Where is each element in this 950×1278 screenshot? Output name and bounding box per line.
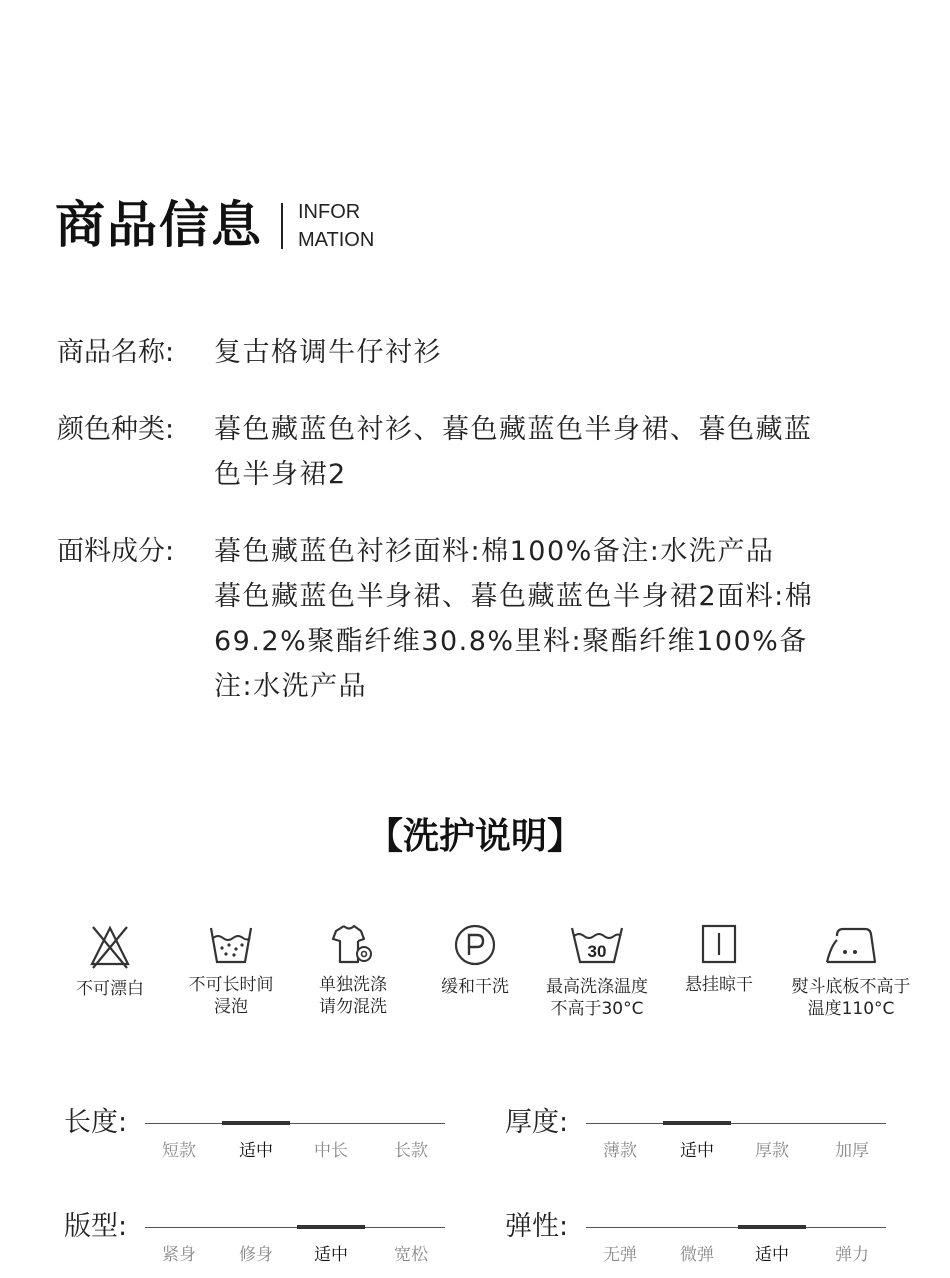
- care-item-wash-30: [532, 922, 662, 1020]
- color-value: [214, 407, 884, 497]
- title-en-line-1: INFOR: [298, 201, 361, 223]
- scale-option: 加厚: [835, 1141, 869, 1161]
- scale-label-thickness: 厚度:: [505, 1107, 569, 1138]
- wash-30-icon: [569, 922, 625, 968]
- color-label: 颜色种类:: [57, 414, 175, 445]
- scale-option: 弹力: [835, 1245, 869, 1265]
- scale-option-selected: 适中: [680, 1141, 714, 1161]
- no-bleach-icon: [88, 922, 132, 970]
- fabric-line: 暮色藏蓝色半身裙、暮色藏蓝色半身裙2面料:棉: [214, 581, 814, 612]
- fabric-label: 面料成分:: [57, 536, 175, 567]
- scale-label-length: 长度:: [64, 1107, 128, 1138]
- scale-option-selected: 适中: [314, 1245, 348, 1265]
- care-label: 最高洗涤温度 不高于30°C: [546, 977, 648, 1019]
- fabric-value: [214, 529, 884, 709]
- scale-indicator: [738, 1225, 806, 1229]
- title-en-line-2: MATION: [298, 229, 375, 251]
- scale-label-fit: 版型:: [64, 1211, 128, 1242]
- scale-option: 长款: [394, 1141, 428, 1161]
- name-value: 复古格调牛仔衬衫: [214, 337, 442, 368]
- wash-separately-icon: [330, 922, 376, 966]
- care-label: 悬挂晾干: [685, 975, 753, 995]
- care-item-hang-dry: [654, 922, 784, 996]
- scale-option: 宽松: [394, 1245, 428, 1265]
- scale-track: [586, 1123, 886, 1124]
- care-label: 熨斗底板不高于 温度110°C: [791, 977, 911, 1019]
- fabric-line: 暮色藏蓝色衬衫面料:棉100%备注:水洗产品: [214, 536, 775, 567]
- care-item-iron-110: [786, 922, 916, 1020]
- scale-option: 薄款: [603, 1141, 637, 1161]
- scale-option: 中长: [314, 1141, 348, 1161]
- care-item-no-soak: [166, 922, 296, 1018]
- no-soak-icon: [207, 922, 255, 966]
- scale-option: 微弹: [680, 1245, 714, 1265]
- care-label: 不可长时间 浸泡: [188, 975, 274, 1017]
- care-item-mild-dry-clean: [410, 922, 540, 998]
- scale-track: [145, 1227, 445, 1228]
- care-label: 单独洗涤 请勿混洗: [319, 975, 387, 1017]
- scale-option: 无弹: [603, 1245, 637, 1265]
- care-label: 不可漂白: [76, 979, 144, 999]
- iron-110-icon: [823, 922, 879, 968]
- color-line: 暮色藏蓝色衬衫、暮色藏蓝色半身裙、暮色藏蓝: [214, 414, 813, 445]
- scale-option: 修身: [239, 1245, 273, 1265]
- wash-temp-text: 30: [587, 942, 607, 961]
- fabric-line: 69.2%聚酯纤维30.8%里料:聚酯纤维100%备: [214, 626, 808, 657]
- scale-option-selected: 适中: [755, 1245, 789, 1265]
- color-line: 色半身裙2: [214, 459, 347, 490]
- care-title: 【洗护说明】: [366, 816, 583, 857]
- mild-dry-clean-icon: [452, 922, 498, 968]
- scale-indicator: [222, 1121, 290, 1125]
- scale-option: 紧身: [162, 1245, 196, 1265]
- fabric-line: 注:水洗产品: [214, 671, 368, 702]
- scale-track: [145, 1123, 445, 1124]
- scale-option: 厚款: [755, 1141, 789, 1161]
- scale-indicator: [663, 1121, 731, 1125]
- scale-track: [586, 1227, 886, 1228]
- title-divider: [281, 203, 283, 249]
- care-item-no-bleach: [45, 922, 175, 1000]
- info-row-colors: [57, 407, 884, 497]
- care-label: 缓和干洗: [441, 977, 509, 997]
- section-title-en: [298, 198, 374, 254]
- info-row-fabric: [57, 529, 884, 709]
- scale-label-elasticity: 弹性:: [505, 1211, 569, 1242]
- info-row-name: [57, 330, 884, 375]
- scale-option-selected: 适中: [239, 1141, 273, 1161]
- care-item-wash-separately: [288, 922, 418, 1018]
- scale-option: 短款: [162, 1141, 196, 1161]
- scale-indicator: [297, 1225, 365, 1229]
- section-title: 商品信息: [55, 196, 263, 254]
- name-label: 商品名称:: [57, 337, 175, 368]
- hang-dry-icon: [699, 922, 739, 966]
